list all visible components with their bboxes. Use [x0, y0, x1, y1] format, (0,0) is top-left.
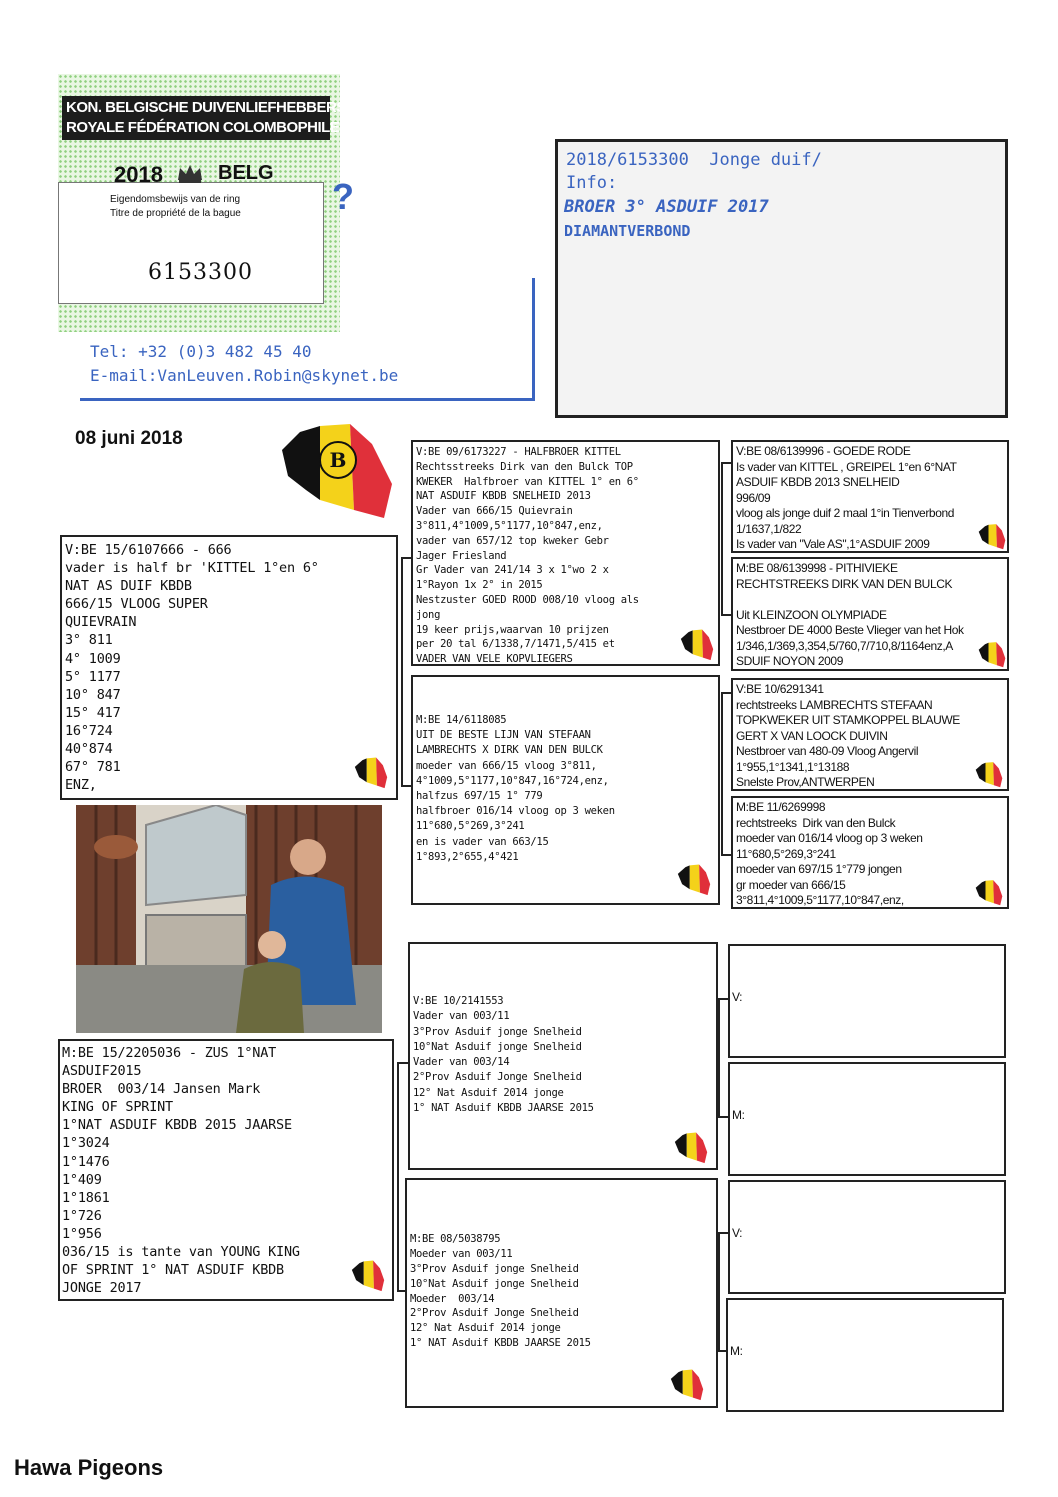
text-line: 2°Prov Asduif Jonge Snelheid: [413, 1071, 582, 1084]
belgium-flag-icon: [674, 1130, 708, 1164]
text-line: 1/1637,1/822: [736, 521, 802, 536]
great-grandparent-1-box: [731, 440, 1009, 553]
text-line: 1°3024: [62, 1135, 110, 1152]
text-line: Nestbroer DE 4000 Beste Vlieger van het Hok: [736, 623, 964, 637]
text-line: 15° 417: [65, 704, 121, 721]
text-line: 3°Prov Asduif jonge Snelheid: [413, 1025, 582, 1038]
sire-text: [65, 541, 319, 794]
text-line: 40°874: [65, 741, 113, 758]
text-line: 666/15 VLOOG SUPER: [65, 596, 208, 613]
text-line: [736, 592, 964, 608]
text-line: 3°811,4°1009,5°1177,10°847,enz,: [736, 893, 904, 907]
text-line: KING OF SPRINT: [62, 1099, 173, 1116]
belgium-flag-icon: [680, 627, 714, 661]
partial-blue-glyph: ?: [332, 176, 354, 217]
great-grandparent-8-label: M:: [730, 1344, 743, 1358]
text-line: Nestzuster GOED ROOD 008/10 vloog als: [416, 593, 639, 606]
text-line: BROER 003/14 Jansen Mark: [62, 1081, 261, 1098]
text-line: V:BE 10/6291341: [736, 682, 824, 696]
text-line: 10°Nat Asduif jonge Snelheid: [410, 1277, 579, 1290]
text-line: Nestbroer van 480-09 Vloog Angervil: [736, 744, 919, 758]
text-line: halfzus 697/15 1° 779: [416, 789, 543, 802]
text-line: 2°Prov Asduif Jonge Snelheid: [410, 1307, 579, 1320]
text-line: V:BE 15/6107666 - 666: [65, 542, 232, 558]
stamp-caption-fr: Titre de propriété de la bague: [110, 208, 241, 219]
belgium-flag-icon: [677, 862, 711, 896]
text-line: moeder van 697/15 1°779 jongen: [736, 862, 902, 876]
text-line: M:BE 14/6118085: [416, 714, 507, 726]
stamp-header: [62, 96, 393, 140]
text-line: 1°NAT ASDUIF KBDB 2015 JAARSE: [62, 1117, 292, 1134]
text-line: 67° 781: [65, 759, 121, 776]
text-line: 1° NAT Asduif KBDB JAARSE 2015: [410, 1337, 591, 1350]
address-block: [80, 278, 535, 401]
text-line: per 20 tal 6/1338,7/1471,5/415 et: [416, 638, 615, 651]
belgium-flag-icon: [978, 640, 1006, 668]
text-line: 1°409: [62, 1171, 102, 1188]
text-line: V:BE 09/6173227 - HALFBROER KITTEL: [416, 446, 621, 458]
text-line: Moeder van 003/11: [410, 1247, 513, 1260]
text-line: 3° 811: [65, 632, 113, 649]
text-line: 12° Nat Asduif 2014 jonge: [413, 1086, 564, 1099]
info-box: [555, 139, 1008, 418]
text-line: QUIEVRAIN: [65, 614, 137, 631]
text-line: M:BE 15/2205036 - ZUS 1°NAT: [62, 1045, 277, 1061]
text-line: 5° 1177: [65, 668, 121, 685]
text-line: ASDUIF2015: [62, 1063, 142, 1080]
text-line: vloog als jonge duif 2 maal 1°in Tienverbond: [736, 506, 955, 520]
great-grandparent-3-text: [736, 682, 960, 791]
text-line: M:BE 11/6269998: [736, 800, 826, 814]
text-line: VADER VAN VELE KOPVLIEGERS: [416, 653, 573, 666]
text-line: RECHTSTREEKS DIRK VAN DEN BULCK: [736, 576, 953, 591]
stamp-line-1: KON. BELGISCHE DUIVENLIEFHEBBERSBOND: [66, 99, 389, 116]
belgium-flag-icon: [351, 1258, 385, 1292]
info-club: DIAMANTVERBOND: [564, 222, 691, 240]
text-line: M:BE 08/5038795: [410, 1233, 501, 1245]
text-line: V:BE 10/2141553: [413, 995, 504, 1007]
great-grandparent-2-box: [731, 557, 1009, 671]
great-grandparent-3-box: [731, 678, 1009, 791]
text-line: 1°955,1°1341,1°13188: [736, 759, 850, 774]
great-grandparent-5-label: V:: [732, 990, 743, 1004]
belgium-map-logo: [280, 420, 395, 520]
info-ring: 2018/6153300 Jonge duif/: [566, 150, 822, 170]
text-line: gr moeder van 666/15: [736, 877, 846, 892]
text-line: M:BE 08/6139998 - PITHIVIEKE: [736, 561, 898, 575]
text-line: 1°1861: [62, 1189, 110, 1206]
text-line: 1° NAT Asduif KBDB JAARSE 2015: [413, 1102, 594, 1115]
text-line: 4°1009,5°1177,10°847,16°724,enz,: [416, 774, 609, 787]
great-grandparent-6-label: M:: [732, 1108, 745, 1122]
text-line: UIT DE BESTE LIJN VAN STEFAAN: [416, 729, 591, 742]
text-line: TOPKWEKER UIT STAMKOPPEL BLAUWE: [736, 713, 960, 727]
text-line: Snelste Prov,ANTWERPEN: [736, 775, 875, 789]
text-line: OF SPRINT 1° NAT ASDUIF KBDB: [62, 1262, 284, 1279]
granddam-paternal-text: [416, 713, 615, 865]
grandsire-maternal-text: [413, 994, 594, 1116]
text-line: Vader van 666/15 Quievrain: [416, 505, 573, 518]
text-line: 1°1476: [62, 1153, 110, 1170]
great-grandparent-6-box: [728, 1062, 1006, 1176]
text-line: NAT ASDUIF KBDB SNELHEID 2013: [416, 490, 591, 503]
great-grandparent-7-box: [728, 1180, 1006, 1294]
text-line: 3°Prov Asduif jonge Snelheid: [410, 1262, 579, 1275]
stamp-caption-nl: Eigendomsbewijs van de ring: [110, 194, 241, 205]
grandsire-paternal-box: [411, 440, 720, 666]
granddam-paternal-box: [411, 675, 720, 905]
stamp-year: 2018: [114, 162, 163, 187]
text-line: Moeder 003/14: [410, 1292, 495, 1305]
belgium-flag-icon: [978, 522, 1006, 550]
text-line: 1°956: [62, 1225, 102, 1242]
text-line: 3°811,4°1009,5°1177,10°847,enz,: [416, 519, 603, 532]
text-line: KWEKER Halfbroer van KITTEL 1° en 6°: [416, 475, 639, 488]
text-line: GERT X VAN LOOCK DUIVIN: [736, 728, 888, 743]
text-line: ENZ,: [65, 777, 97, 794]
great-grandparent-1-text: [736, 444, 957, 553]
text-line: 10° 847: [65, 686, 121, 703]
text-line: 4° 1009: [65, 650, 121, 667]
footer-watermark: Hawa Pigeons: [14, 1455, 164, 1480]
text-line: rechtstreeks Dirk van den Bulck: [736, 815, 896, 830]
great-grandparent-5-box: [728, 944, 1006, 1058]
text-line: ASDUIF KBDB 2013 SNELHEID: [736, 475, 900, 489]
granddam-maternal-text: [410, 1232, 591, 1351]
info-brother: BROER 3° ASDUIF 2017: [564, 197, 769, 217]
text-line: Vader van 003/14: [413, 1056, 510, 1069]
text-line: JONGE 2017: [62, 1280, 142, 1297]
text-line: 1°Rayon 1x 2° in 2015: [416, 579, 543, 592]
text-line: V:BE 08/6139996 - GOEDE RODE: [736, 444, 911, 458]
text-line: 036/15 is tante van YOUNG KING: [62, 1244, 300, 1261]
text-line: NAT AS DUIF KBDB: [65, 578, 192, 595]
grandsire-paternal-text: [416, 445, 639, 666]
crown-icon: [176, 162, 204, 184]
dam-box: [58, 1039, 394, 1301]
text-line: Jager Friesland: [416, 549, 507, 562]
grandsire-maternal-box: [408, 942, 718, 1170]
text-line: Rechtsstreeks Dirk van den Bulck TOP: [416, 460, 633, 473]
text-line: 1°893,2°655,4°421: [416, 850, 519, 863]
sire-box: [60, 535, 398, 800]
address-tel: Tel: +32 (0)3 482 45 40: [90, 342, 312, 361]
text-line: moeder van 016/14 vloog op 3 weken: [736, 831, 923, 845]
text-line: 10°Nat Asduif jonge Snelheid: [413, 1040, 582, 1053]
great-grandparent-2-text: [736, 561, 964, 670]
great-grandparent-8-box: [726, 1298, 1004, 1412]
text-line: Uit KLEINZOON OLYMPIADE: [736, 607, 887, 622]
belgium-flag-icon: [354, 755, 388, 789]
belgium-flag-icon: [975, 760, 1003, 788]
text-line: 996/09: [736, 490, 771, 505]
text-line: 19 keer prijs,waarvan 10 prijzen: [416, 623, 609, 636]
address-email: E-mail:VanLeuven.Robin@skynet.be: [90, 366, 399, 385]
great-grandparent-7-label: V:: [732, 1226, 743, 1240]
great-grandparent-4-box: [731, 796, 1009, 909]
text-line: Is vader van KITTEL , GREIPEL 1°en 6°NAT: [736, 459, 957, 474]
text-line: SDUIF NOYON 2009: [736, 654, 843, 668]
text-line: Gr Vader van 241/14 3 x 1°wo 2 x: [416, 564, 609, 577]
stamp-line-2: ROYALE FÉDÉRATION COLOMBOPHILE BELGE: [66, 119, 393, 136]
text-line: vader van 657/12 top kweker Gebr: [416, 534, 609, 547]
text-line: 11°680,5°269,3°241: [736, 846, 836, 861]
breeder-photo: [76, 805, 382, 1033]
text-line: jong: [416, 608, 441, 621]
ring-number: 6153300: [148, 260, 253, 285]
text-line: 1/346,1/369,3,354,5/760,7/710,8/1164enz,A: [736, 638, 953, 653]
text-line: halfbroer 016/14 vloog op 3 weken: [416, 805, 615, 818]
text-line: rechtstreeks LAMBRECHTS STEFAAN: [736, 697, 933, 712]
text-line: 12° Nat Asduif 2014 jonge: [410, 1322, 561, 1335]
dam-text: [62, 1044, 300, 1297]
belgium-flag-icon: [975, 878, 1003, 906]
belgium-flag-icon: [670, 1367, 704, 1401]
text-line: Vader van 003/11: [413, 1010, 510, 1023]
text-line: 11°680,5°269,3°241: [416, 820, 525, 833]
text-line: LAMBRECHTS X DIRK VAN DEN BULCK: [416, 744, 603, 757]
document-date: 08 juni 2018: [75, 428, 183, 449]
text-line: en is vader van 663/15: [416, 835, 549, 848]
stamp-country: BELG: [218, 162, 274, 184]
text-line: 1°726: [62, 1207, 102, 1224]
text-line: moeder van 666/15 vloog 3°811,: [416, 759, 597, 772]
text-line: Is vader van "Vale AS",1°ASDUIF 2009: [736, 537, 930, 551]
info-label: Info:: [566, 173, 618, 193]
svg-text:B: B: [329, 448, 347, 472]
text-line: 16°724: [65, 722, 113, 739]
text-line: vader is half br 'KITTEL 1°en 6°: [65, 560, 319, 577]
great-grandparent-4-text: [736, 800, 923, 909]
